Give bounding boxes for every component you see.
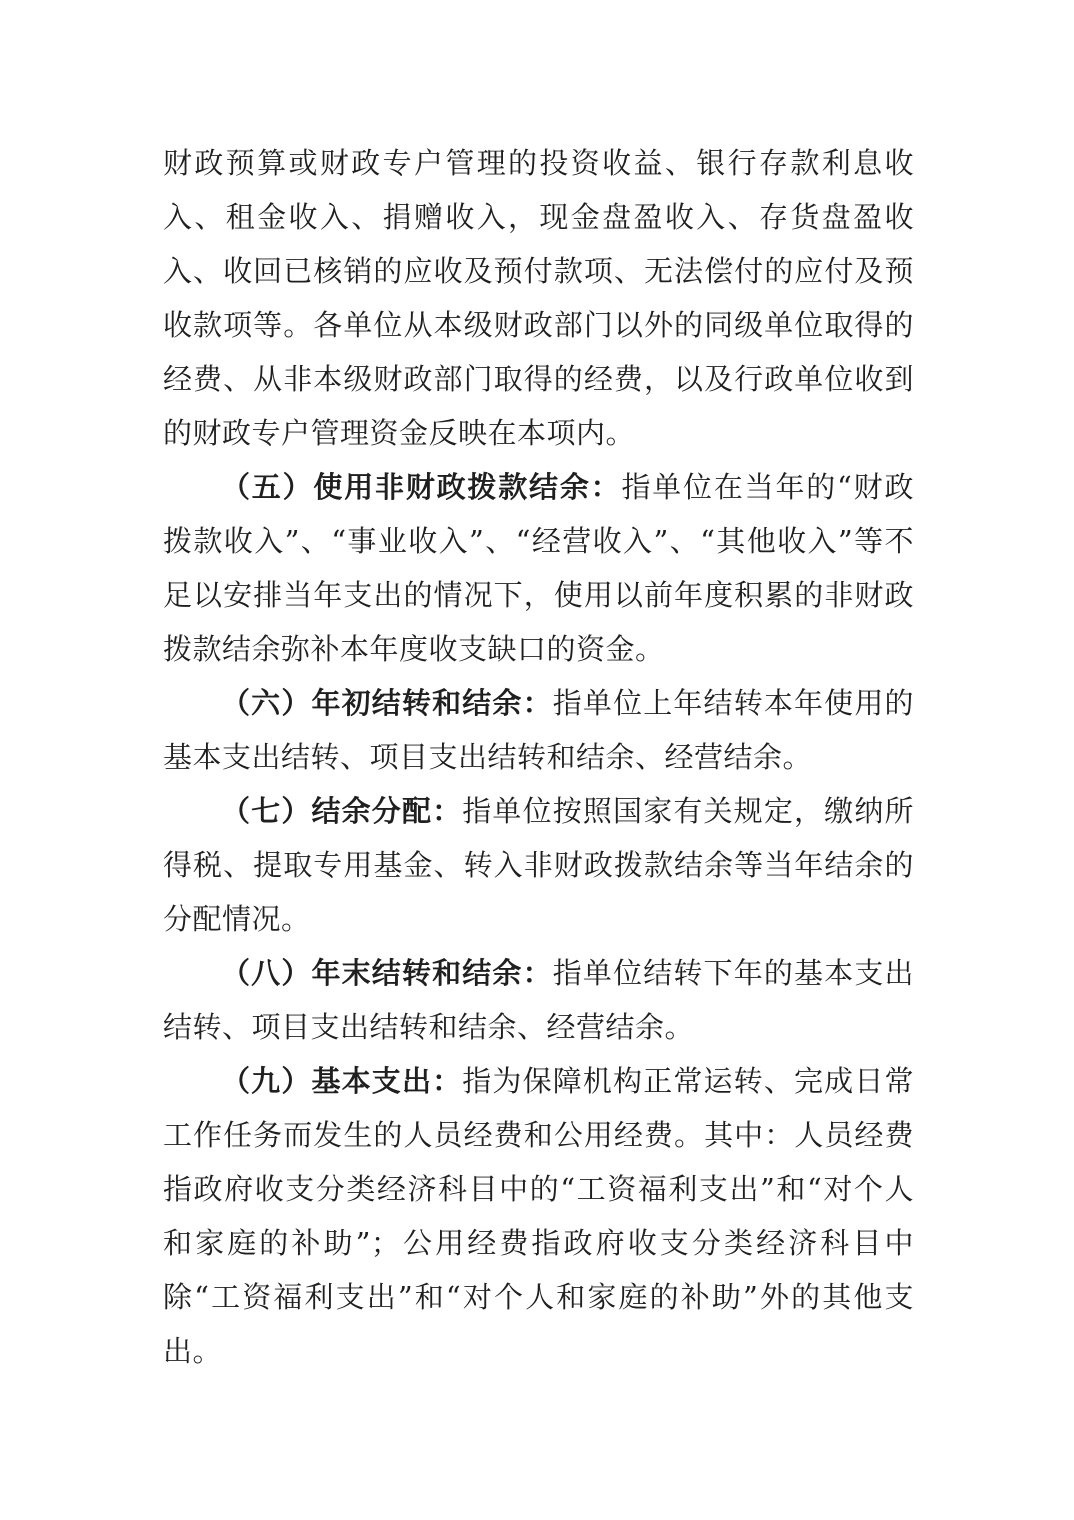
paragraph-body: 指单位在当年的“财政拨款收入”、“事业收入”、“经营收入”、“其他收入”等不足以安排当年支出的情况下，使用以前年度积累的非财政拨款结余弥补本年度收支缺口的资金。: [163, 470, 914, 666]
paragraph-body: 指单位上年结转本年使用的基本支出结转、项目支出结转和结余、经营结余。: [163, 686, 914, 774]
paragraph-heading: （五）使用非财政拨款结余：: [221, 470, 622, 504]
paragraph-item-9: [163, 1054, 914, 1378]
paragraph-body: 指单位结转下年的基本支出结转、项目支出结转和结余、经营结余。: [163, 956, 914, 1044]
paragraph-body: 指单位按照国家有关规定，缴纳所得税、提取专用基金、转入非财政拨款结余等当年结余的分配情况。: [163, 794, 914, 936]
paragraph-item-7: [163, 784, 914, 946]
paragraph-continuation: [163, 136, 914, 460]
paragraph-heading: （七）结余分配：: [221, 794, 463, 828]
paragraph-item-6: [163, 676, 914, 784]
paragraph-heading: （六）年初结转和结余：: [221, 686, 553, 720]
paragraph-heading: （九）基本支出：: [221, 1064, 463, 1098]
paragraph-body: 指为保障机构正常运转、完成日常工作任务而发生的人员经费和公用经费。其中：人员经费指政府收支分类经济科目中的“工资福利支出”和“对个人和家庭的补助”；公用经费指政府收支分类经济科目中除“工资福利支出”和“对个人和家庭的补助”外的其他支出。: [163, 1064, 914, 1368]
paragraph-heading: （八）年末结转和结余：: [221, 956, 553, 990]
paragraph-item-8: [163, 946, 914, 1054]
paragraph-item-5: [163, 460, 914, 676]
paragraph-body: 财政预算或财政专户管理的投资收益、银行存款利息收入、租金收入、捐赠收入，现金盘盈收入、存货盘盈收入、收回已核销的应收及预付款项、无法偿付的应付及预收款项等。各单位从本级财政部门以外的同级单位取得的经费、从非本级财政部门取得的经费，以及行政单位收到的财政专户管理资金反映在本项内。: [163, 146, 914, 450]
